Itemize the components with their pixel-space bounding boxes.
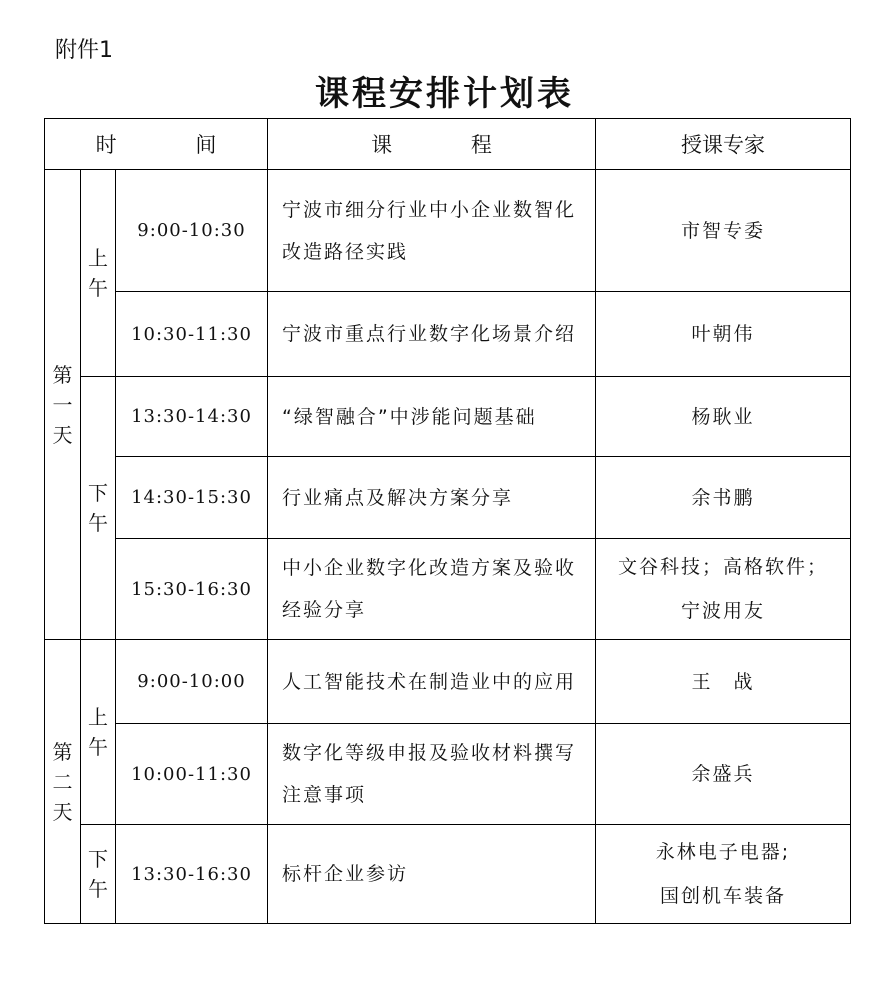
session-label: 上 午 [81, 170, 116, 377]
expert-cell: 市智专委 [596, 170, 851, 292]
page-title: 课程安排计划表 [315, 74, 574, 114]
schedule-table [44, 118, 851, 924]
course-cell: 标杆企业参访 [268, 825, 596, 924]
course-cell: 宁波市细分行业中小企业数智化 改造路径实践 [268, 170, 596, 292]
course-cell: 中小企业数字化改造方案及验收 经验分享 [268, 539, 596, 640]
attachment-label: 附件1 [55, 38, 113, 63]
header-time: 时 间 [45, 119, 268, 170]
table-row [45, 825, 851, 924]
course-cell: 行业痛点及解决方案分享 [268, 457, 596, 539]
table-header-row [45, 119, 851, 170]
expert-cell: 王 战 [596, 640, 851, 724]
course-cell: “绿智融合”中涉能问题基础 [268, 377, 596, 457]
header-expert: 授课专家 [596, 119, 851, 170]
table-row [45, 377, 851, 457]
expert-cell: 余盛兵 [596, 724, 851, 825]
table-row [45, 640, 851, 724]
header-course: 课 程 [268, 119, 596, 170]
table-row [45, 539, 851, 640]
time-cell: 9:00-10:00 [116, 640, 268, 724]
time-cell: 15:30-16:30 [116, 539, 268, 640]
table-row [45, 457, 851, 539]
time-cell: 10:00-11:30 [116, 724, 268, 825]
course-cell: 人工智能技术在制造业中的应用 [268, 640, 596, 724]
day-label: 第 二 天 [45, 640, 81, 924]
expert-cell: 文谷科技；高格软件； 宁波用友 [596, 539, 851, 640]
course-cell: 宁波市重点行业数字化场景介绍 [268, 292, 596, 377]
table-row [45, 724, 851, 825]
expert-cell: 永林电子电器; 国创机车装备 [596, 825, 851, 924]
expert-cell: 杨耿业 [596, 377, 851, 457]
session-label: 下 午 [81, 377, 116, 640]
time-cell: 10:30-11:30 [116, 292, 268, 377]
expert-cell: 叶朝伟 [596, 292, 851, 377]
time-cell: 9:00-10:30 [116, 170, 268, 292]
time-cell: 13:30-14:30 [116, 377, 268, 457]
time-cell: 14:30-15:30 [116, 457, 268, 539]
table-row [45, 292, 851, 377]
course-cell: 数字化等级申报及验收材料撰写 注意事项 [268, 724, 596, 825]
session-label: 下 午 [81, 825, 116, 924]
day-label: 第 一 天 [45, 170, 81, 640]
expert-cell: 余书鹏 [596, 457, 851, 539]
session-label: 上 午 [81, 640, 116, 825]
table-row [45, 170, 851, 292]
time-cell: 13:30-16:30 [116, 825, 268, 924]
